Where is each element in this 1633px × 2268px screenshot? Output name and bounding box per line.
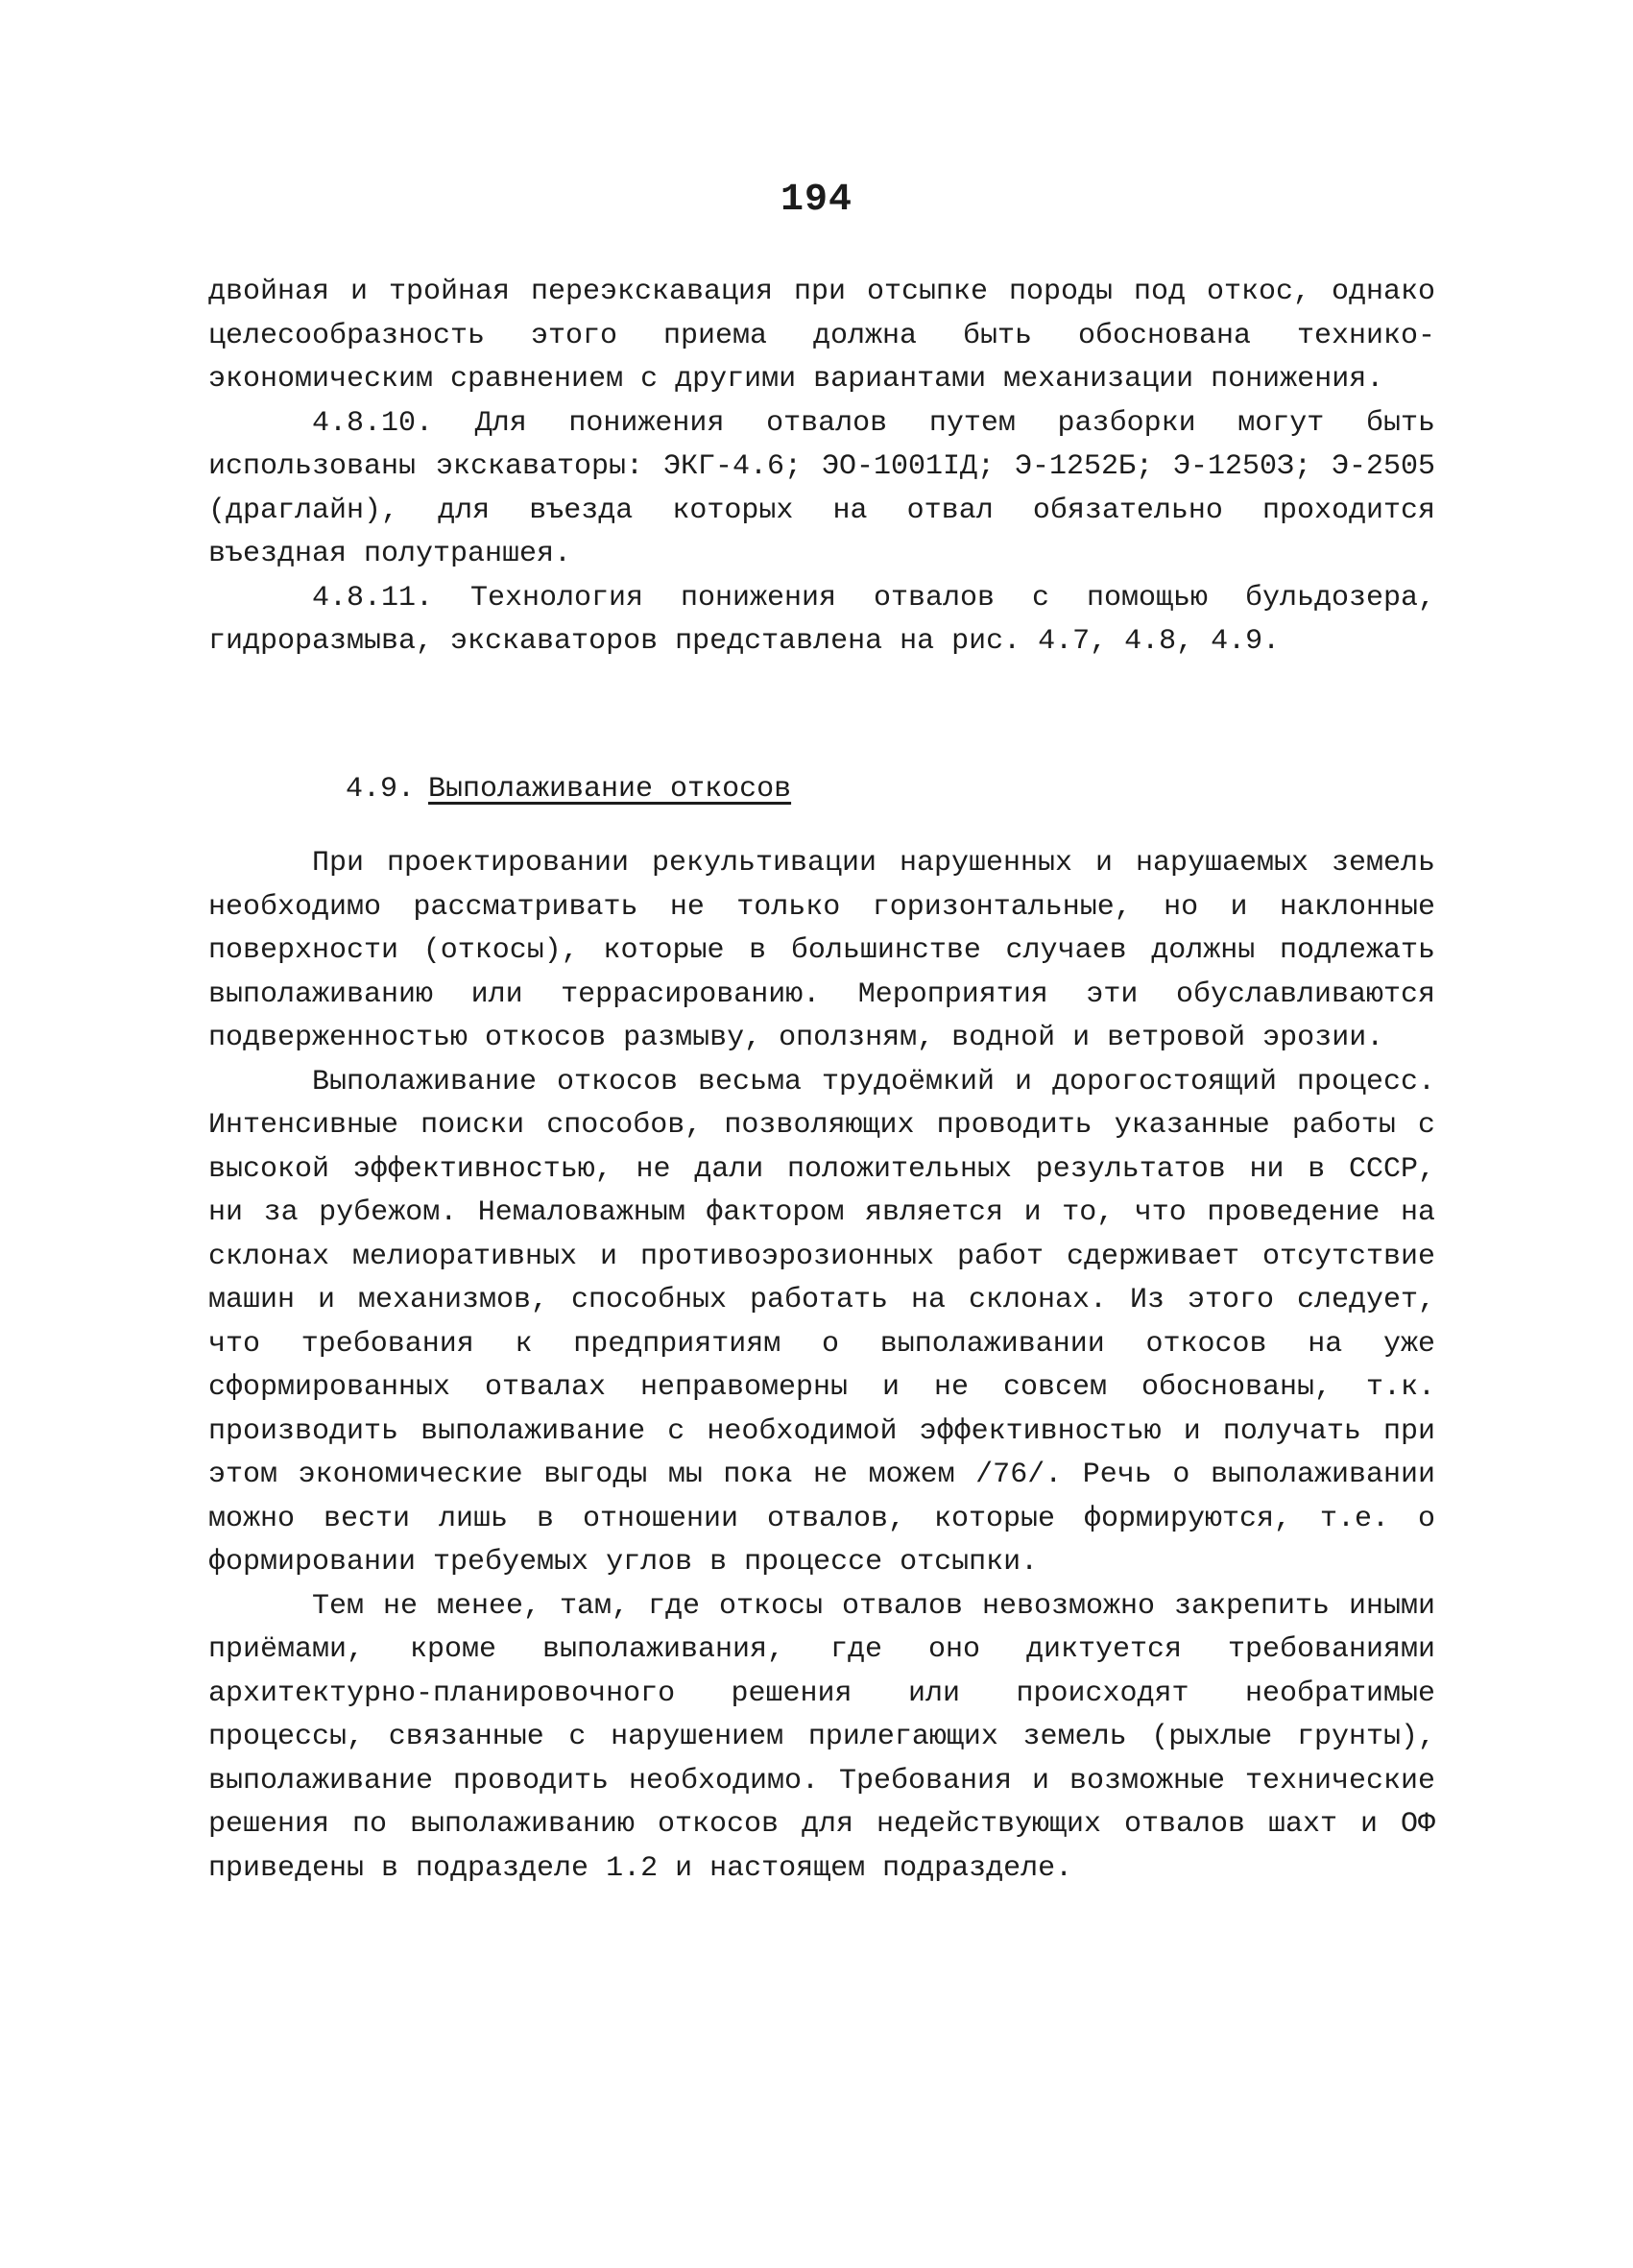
clause-4-8-11: 4.8.11. Технология понижения отвалов с помощью бульдозера, гидроразмыва, экскаваторов представлена на рис. 4.7, 4.8, 4.9. (208, 581, 1435, 658)
section-paragraph: Выполаживание откосов весьма трудоёмкий и дорогостоящий процесс. Интенсивные поиски способов, позволяющих проводить указанные работы с высокой эффективностью, не дали положительных результатов ни в СССР, ни за рубежом. Немаловажным фактором является и то, что проведение на склонах мелиоративных и противоэрозионных работ сдерживает отсутствие машин и механизмов, способных работать на склонах. Из этого следует, что требования к предприятиям о выполаживании откосов на уже сформированных отвалах неправомерны и не совсем обоснованы, т.к. производить выполаживание с необходимой эффективностью и получать при этом экономические выгоды мы пока не можем /76/. Речь о выполаживании можно вести лишь в отношении отвалов, которые формируются, т.е. о формировании требуемых углов в процессе отсыпки. (208, 1065, 1435, 1579)
section-paragraph: Тем не менее, там, где откосы отвалов невозможно закрепить иными приёмами, кроме выполаживания, где оно диктуется требованиями архитектурно-планировочного решения или происходят необратимые процессы, связанные с нарушением прилегающих земель (рыхлые грунты), выполаживание проводить необходимо. Требования и возможные технические решения по выполаживанию откосов для недействующих отвалов шахт и ОФ приведены в подразделе 1.2 и настоящем подразделе. (208, 1589, 1435, 1885)
section-heading (346, 768, 791, 811)
clause-4-8-10: 4.8.10. Для понижения отвалов путем разборки могут быть использованы экскаваторы: ЭКГ-4.6; ЭО-1001ІД; Э-1252Б; Э-1250З; Э-2505 (драглайн), для въезда которых на отвал обязательно проходится въездная полутраншея. (208, 406, 1435, 570)
top-text-block (208, 271, 1435, 664)
section-title: Выполаживание откосов (428, 773, 792, 806)
section-number: 4.9. (346, 773, 416, 806)
section-text-block (208, 842, 1435, 1891)
continuation-paragraph: двойная и тройная переэкскавация при отсыпке породы под откос, однако целесообразность этого приема должна быть обоснована технико-экономическим сравнением с другими вариантами механизации понижения. (208, 276, 1435, 396)
section-paragraph: При проектировании рекультивации нарушенных и нарушаемых земель необходимо рассматривать не только горизонтальные, но и наклонные поверхности (откосы), которые в большинстве случаев должны подлежать выполаживанию или террасированию. Мероприятия эти обуславливаются подверженностью откосов размыву, оползням, водной и ветровой эрозии. (208, 847, 1435, 1054)
page-number: 194 (780, 179, 853, 222)
